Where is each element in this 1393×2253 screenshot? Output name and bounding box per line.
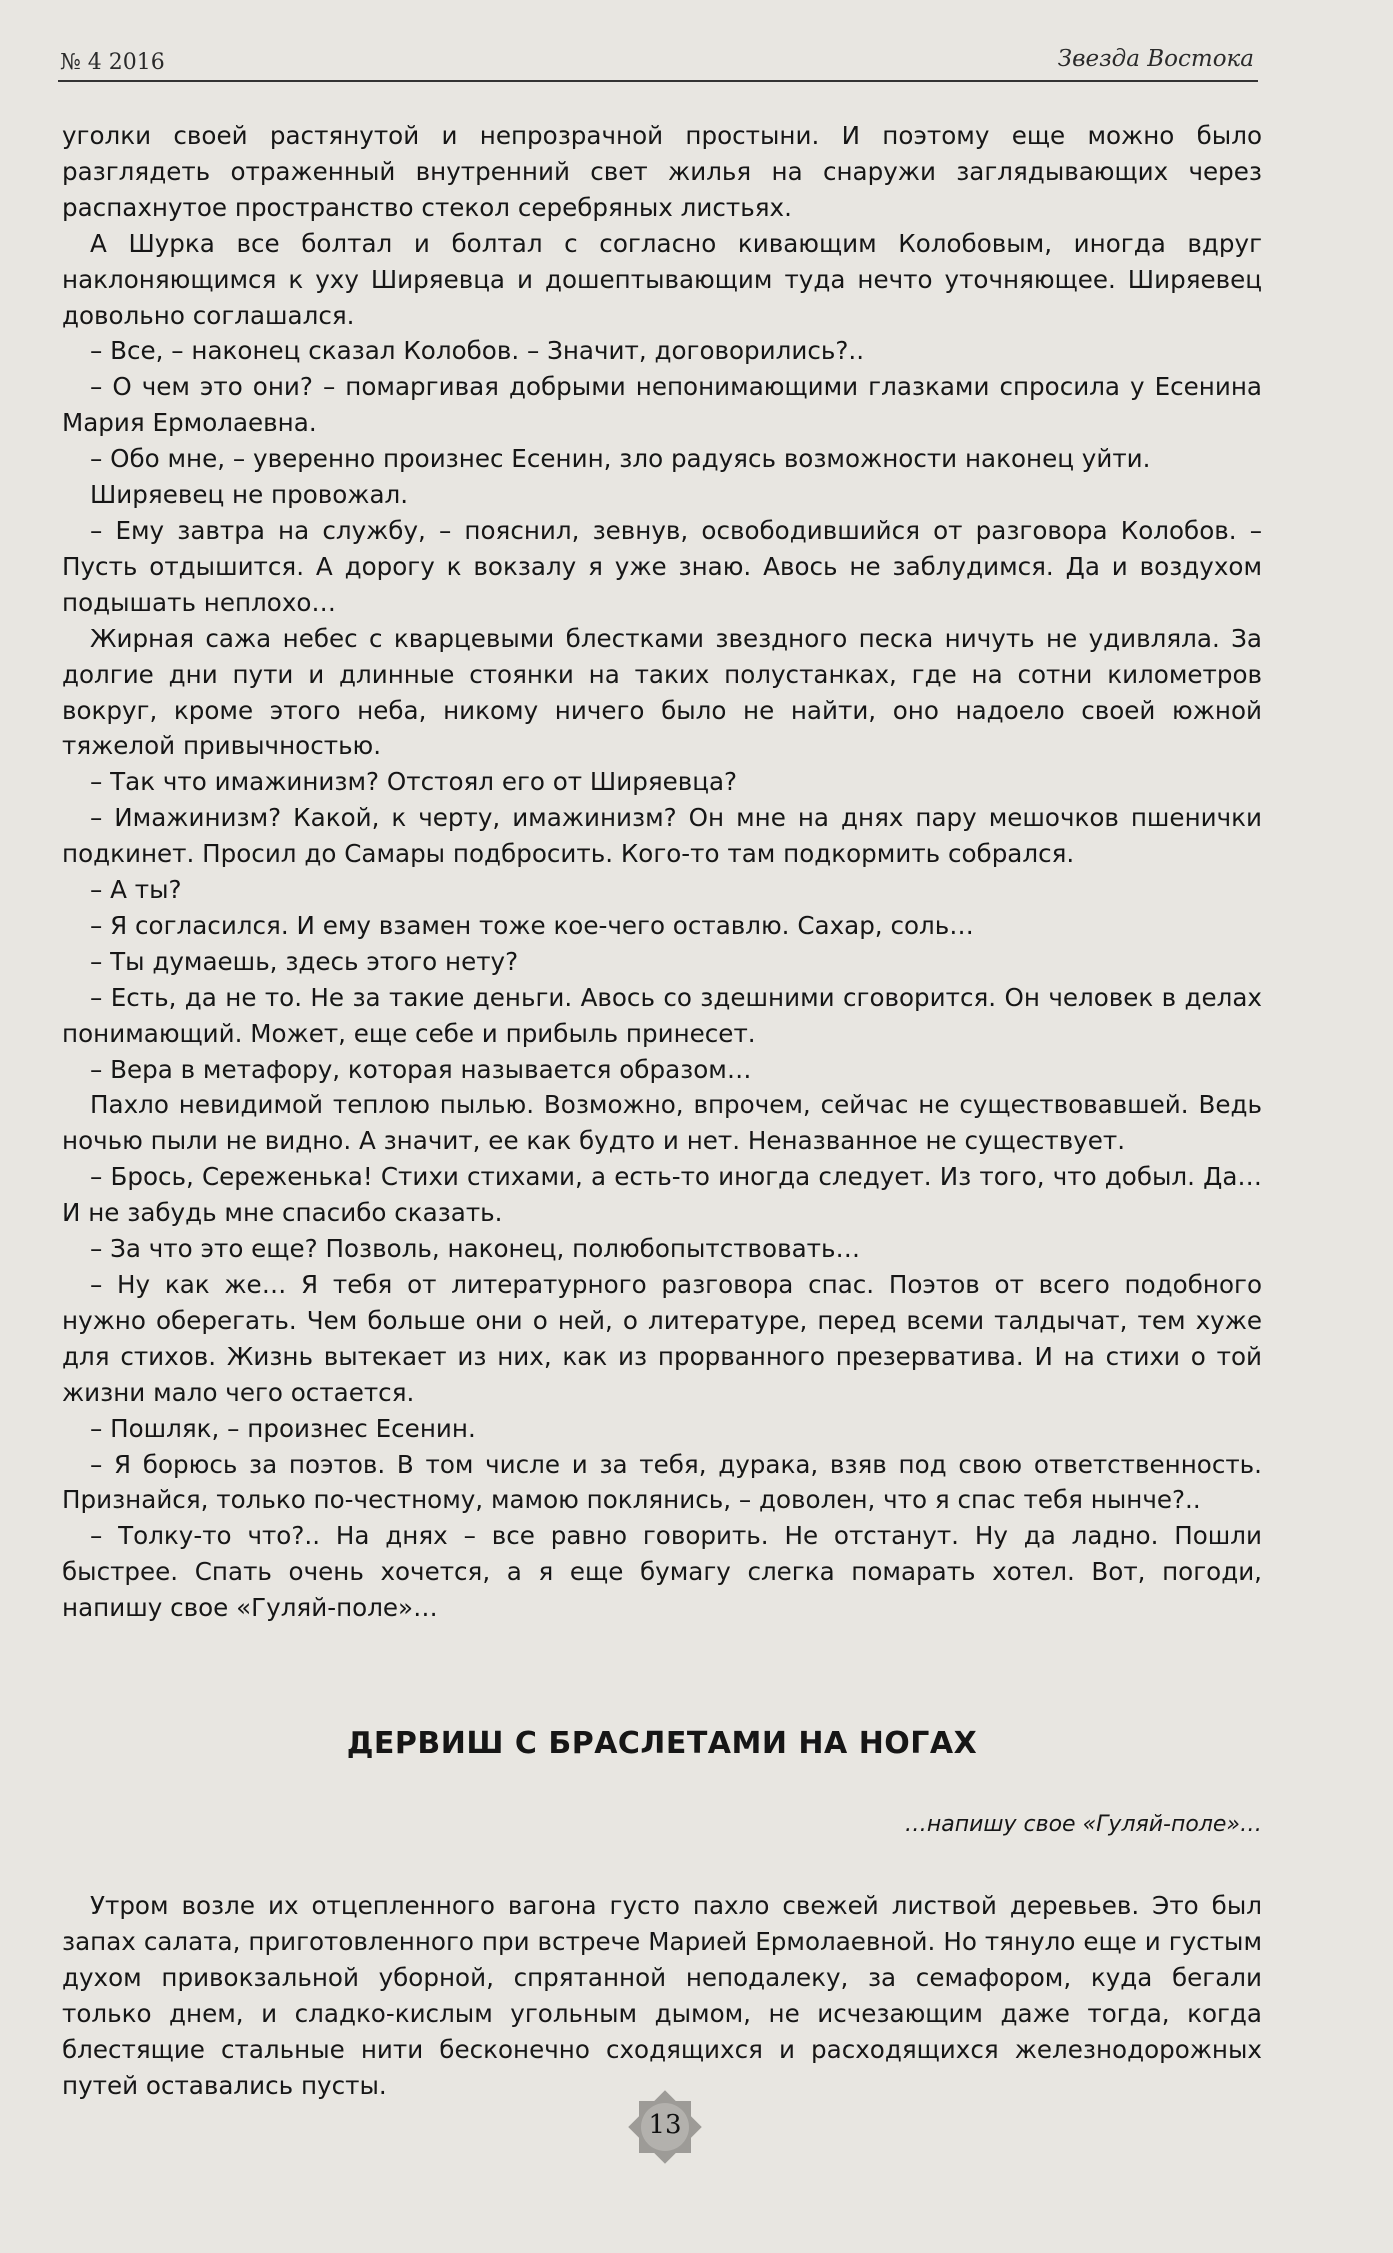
page-number: 13 bbox=[648, 2110, 682, 2140]
paragraph: Пахло невидимой теплою пылью. Возможно, впрочем, сейчас не существовавшей. Ведь ночью пыли не видно. А значит, ее как будто и нет. Неназванное не существует. bbox=[62, 1090, 1262, 1156]
paragraph: – Обо мне, – уверенно произнес Есенин, зло радуясь возможности наконец уйти. bbox=[90, 444, 1151, 474]
paragraph: – Ну как же… Я тебя от литературного разговора спас. Поэтов от всего подобного нужно оберегать. Чем больше они о ней, о литературе, перед всеми талдычат, тем хуже для стихов. Жизнь вытекает из них, как из прорванного презерватива. И на стихи о той жизни мало чего остается. bbox=[62, 1270, 1262, 1407]
paragraph: уголки своей растянутой и непрозрачной простыни. И поэтому еще можно было разглядеть отраженный внутренний свет жилья на снаружи заглядывающих через распахнутое пространство стекол серебряных листьях. bbox=[62, 121, 1262, 222]
paragraph: – Толку-то что?.. На днях – все равно говорить. Не отстанут. Ну да ладно. Пошли быстрее. Спать очень хочется, а я еще бумагу слегка помарать хотел. Вот, погоди, напишу свое «Гуляй-поле»… bbox=[62, 1521, 1262, 1623]
paragraph: – Есть, да не то. Не за такие деньги. Авось со здешними сговорится. Он человек в делах понимающий. Может, еще себе и прибыль принесет. bbox=[62, 982, 1262, 1048]
paragraph: А Шурка все болтал и болтал с согласно кивающим Колобовым, иногда вдруг наклоняющимся к уху Ширяевца и дошептывающим туда нечто уточняющее. Ширяевец довольно соглашался. bbox=[62, 228, 1262, 330]
paragraph: – Ты думаешь, здесь этого нету? bbox=[90, 946, 519, 976]
paragraph: – Я согласился. И ему взамен тоже кое-чего оставлю. Сахар, соль… bbox=[90, 910, 974, 940]
article-body bbox=[62, 118, 1262, 1626]
paragraph: Ширяевец не провожал. bbox=[90, 480, 409, 510]
issue-label: № 4 2016 bbox=[60, 50, 165, 75]
chapter-body bbox=[62, 1888, 1262, 2103]
paragraph: – Ему завтра на службу, – пояснил, зевнув, освободившийся от разговора Колобов. – Пусть отдышится. А дорогу к вокзалу я уже знаю. Авось не заблудимся. Да и воздухом подышать неплохо… bbox=[62, 515, 1262, 617]
paragraph: – За что это еще? Позволь, наконец, полюбопытствовать… bbox=[90, 1234, 861, 1264]
paragraph: Утром возле их отцепленного вагона густо пахло свежей листвой деревьев. Это был запах салата, приготовленного при встрече Марией Ермолаевной. Но тянуло еще и густым духом привокзальной уборной, спрятанной неподалеку, за семафором, куда бегали только днем, и сладко-кислым угольным дымом, не исчезающим даже тогда, когда блестящие стальные нити бесконечно сходящихся и расходящихся железнодорожных путей оставались пусты. bbox=[62, 1891, 1262, 2100]
paragraph: – О чем это они? – помаргивая добрыми непонимающими глазками спросила у Есенина Мария Ермолаевна. bbox=[62, 372, 1262, 438]
paragraph: – Все, – наконец сказал Колобов. – Значит, договорились?.. bbox=[90, 336, 865, 366]
paragraph: – Пошляк, – произнес Есенин. bbox=[90, 1413, 476, 1443]
paragraph: – Имажинизм? Какой, к черту, имажинизм? Он мне на днях пару мешочков пшенички подкинет. Просил до Самары подбросить. Кого-то там подкормить собрался. bbox=[62, 803, 1262, 869]
page-number-badge bbox=[622, 2084, 708, 2170]
paragraph: Жирная сажа небес с кварцевыми блестками звездного песка ничуть не удивляла. За долгие дни пути и длинные стоянки на таких полустанках, где на сотни километров вокруг, кроме этого неба, никому ничего было не найти, оно надоело своей южной тяжелой привычностью. bbox=[62, 623, 1262, 761]
chapter-title: ДЕРВИШ С БРАСЛЕТАМИ НА НОГАХ bbox=[346, 1726, 978, 1761]
paragraph: – Брось, Сереженька! Стихи стихами, а есть-то иногда следует. Из того, что добыл. Да… И не забудь мне спасибо сказать. bbox=[62, 1162, 1262, 1228]
paragraph: – Вера в метафору, которая называется образом… bbox=[90, 1054, 752, 1084]
running-header bbox=[58, 40, 1258, 82]
paragraph: – А ты? bbox=[90, 875, 182, 905]
paragraph: – Я борюсь за поэтов. В том числе и за тебя, дурака, взяв под свою ответственность. Признайся, только по-честному, мамою поклянись, – доволен, что я спас тебя нынче?.. bbox=[62, 1449, 1262, 1515]
magazine-title: Звезда Востока bbox=[1057, 46, 1254, 72]
epigraph: …напишу свое «Гуляй-поле»… bbox=[904, 1812, 1262, 1837]
paragraph: – Так что имажинизм? Отстоял его от Ширяевца? bbox=[90, 767, 738, 797]
